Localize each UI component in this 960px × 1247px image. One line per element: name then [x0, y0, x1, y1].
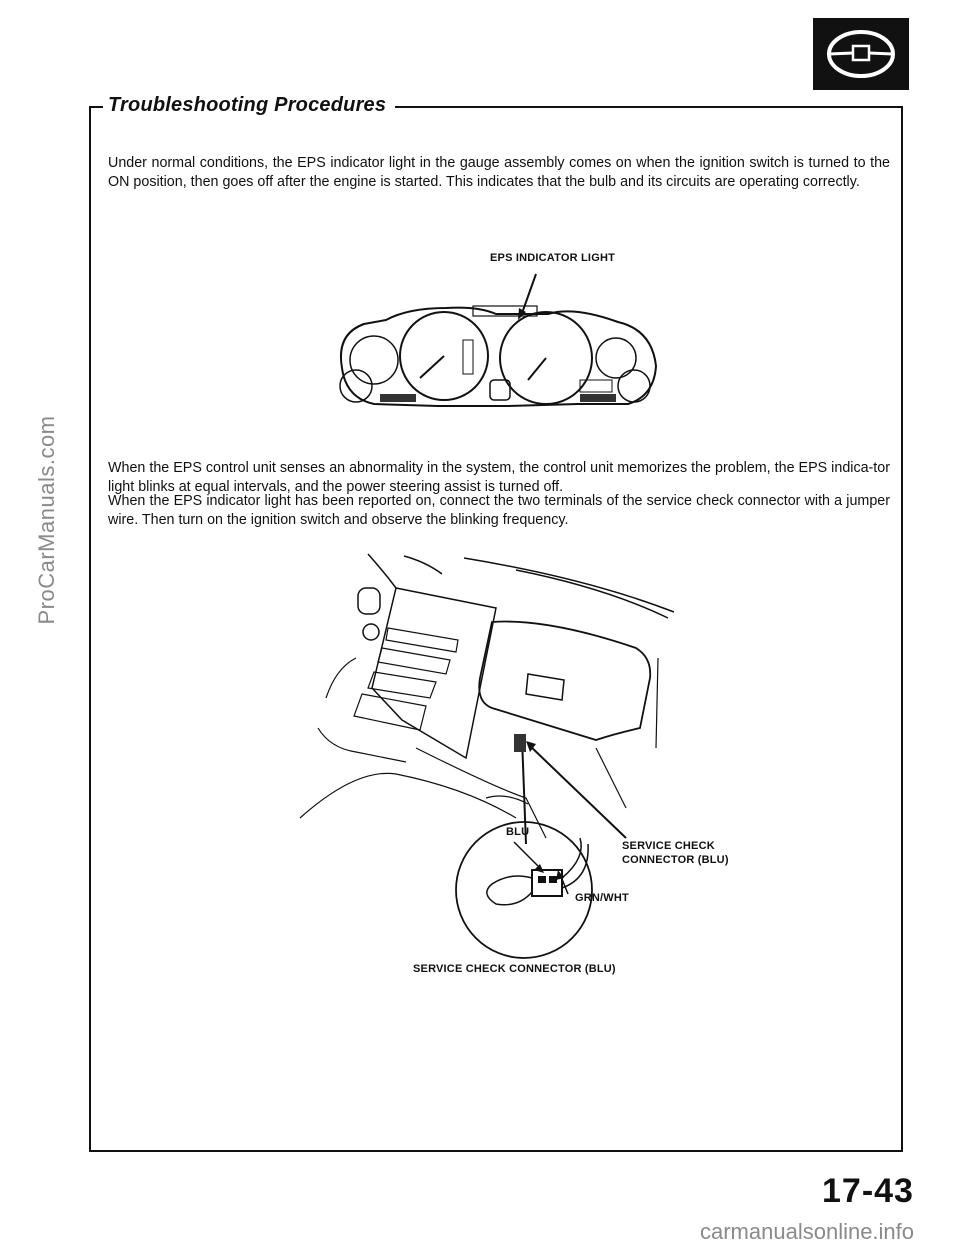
service-check-label-line2: CONNECTOR (BLU)	[622, 854, 729, 866]
gauge-assembly-illustration	[328, 268, 668, 418]
bottom-watermark: carmanualsonline.info	[700, 1219, 915, 1244]
jumper-paragraph: When the EPS indicator light has been reported on, connect the two terminals of the service check connector with a jumper wire. Then turn on the ignition switch and observe the blinking frequency.	[108, 493, 890, 528]
grn-wht-wire-label: GRN/WHT	[575, 892, 629, 904]
steering-wheel-icon	[813, 18, 909, 90]
page-title: Troubleshooting Procedures	[108, 94, 387, 116]
frame-top-right-rule	[395, 106, 903, 108]
page-number: 17-43	[822, 1172, 914, 1210]
service-check-label-line1: SERVICE CHECK	[622, 840, 715, 852]
intro-paragraph: Under normal conditions, the EPS indicator light in the gauge assembly comes on when the ignition switch is turned to the ON position, then goes off after the engine is started. This indicates that the bulb and its circuits are operating correctly.	[108, 155, 890, 190]
blu-wire-label: BLU	[506, 826, 530, 838]
abnormality-paragraph: When the EPS control unit senses an abnormality in the system, the control unit memorizes the problem, the EPS indica-tor light blinks at equal intervals, and the power steering assist is turned off.	[108, 460, 890, 495]
side-watermark: ProCarManuals.com	[34, 415, 59, 625]
frame-top-left-rule	[89, 106, 103, 108]
dashboard-connector-illustration	[296, 548, 696, 968]
eps-indicator-label: EPS INDICATOR LIGHT	[490, 252, 616, 264]
service-check-connector-label	[622, 839, 729, 867]
connector-detail-caption: SERVICE CHECK CONNECTOR (BLU)	[413, 963, 616, 975]
